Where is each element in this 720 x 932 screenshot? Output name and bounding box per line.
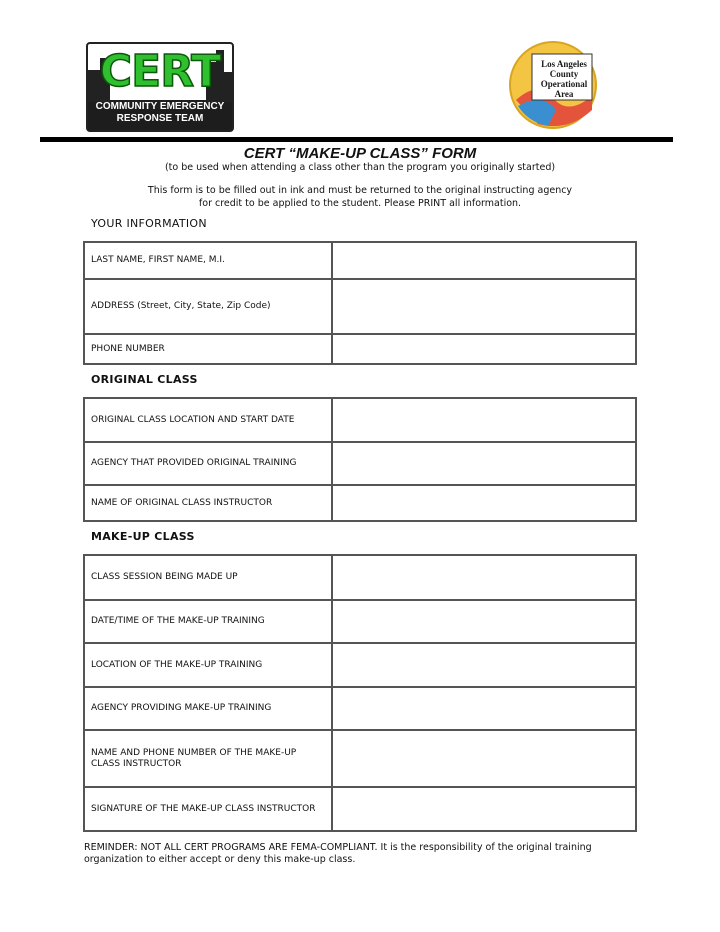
instruction-line: This form is to be filled out in ink and must be returned to the original instructing agency: [147, 185, 573, 196]
original-class-table: [83, 397, 637, 522]
form-row: [84, 334, 636, 364]
form-instructions: [0, 184, 720, 210]
form-row: [84, 600, 636, 643]
cert-logo-wordmark: CERT: [99, 46, 221, 97]
field-label: DATE/TIME OF THE MAKE-UP TRAINING: [84, 600, 332, 643]
seal-line: Los Angeles: [541, 59, 587, 69]
instructor-signature-field[interactable]: [332, 787, 636, 831]
seal-line: Operational: [540, 79, 588, 89]
form-row: [84, 787, 636, 831]
field-label: PHONE NUMBER: [84, 334, 332, 364]
seal-text: [536, 59, 592, 99]
original-instructor-field[interactable]: [332, 485, 636, 521]
address-field[interactable]: [332, 279, 636, 334]
field-label: ADDRESS (Street, City, State, Zip Code): [84, 279, 332, 334]
field-label: NAME AND PHONE NUMBER OF THE MAKE-UP CLASS INSTRUCTOR: [84, 730, 332, 787]
form-row: [84, 643, 636, 687]
makeup-agency-field[interactable]: [332, 687, 636, 730]
section-your-information-heading: YOUR INFORMATION: [91, 217, 207, 230]
session-made-up-field[interactable]: [332, 555, 636, 600]
makeup-location-field[interactable]: [332, 643, 636, 687]
field-label: NAME OF ORIGINAL CLASS INSTRUCTOR: [84, 485, 332, 521]
field-label: AGENCY PROVIDING MAKE-UP TRAINING: [84, 687, 332, 730]
make-up-class-table: [83, 554, 637, 832]
form-title: CERT “MAKE-UP CLASS” FORM: [243, 145, 477, 162]
field-label: ORIGINAL CLASS LOCATION AND START DATE: [84, 398, 332, 442]
cert-logo-line2: RESPONSE TEAM: [116, 113, 204, 124]
makeup-datetime-field[interactable]: [332, 600, 636, 643]
cert-logo-line1: COMMUNITY EMERGENCY: [95, 101, 225, 112]
instruction-line: for credit to be applied to the student. Please PRINT all information.: [198, 198, 522, 209]
form-row: [84, 555, 636, 600]
field-label: LOCATION OF THE MAKE-UP TRAINING: [84, 643, 332, 687]
la-county-seal: [508, 40, 598, 130]
phone-field[interactable]: [332, 334, 636, 364]
field-label: AGENCY THAT PROVIDED ORIGINAL TRAINING: [84, 442, 332, 485]
section-make-up-class-heading: MAKE-UP CLASS: [91, 530, 195, 543]
your-information-table: [83, 241, 637, 365]
original-agency-field[interactable]: [332, 442, 636, 485]
form-row: [84, 687, 636, 730]
cert-logo: [86, 42, 234, 132]
form-row: [84, 730, 636, 787]
form-row: [84, 442, 636, 485]
form-subtitle: (to be used when attending a class other than the program you originally started): [164, 162, 556, 173]
form-row: [84, 279, 636, 334]
makeup-instructor-field[interactable]: [332, 730, 636, 787]
header-divider: [40, 137, 673, 142]
seal-line: County: [549, 69, 579, 79]
field-label: LAST NAME, FIRST NAME, M.I.: [84, 242, 332, 279]
form-row: [84, 485, 636, 521]
seal-line: Area: [554, 89, 574, 99]
cert-logo-subtitle: [88, 101, 232, 125]
section-original-class-heading: ORIGINAL CLASS: [91, 373, 198, 386]
reminder-note: REMINDER: NOT ALL CERT PROGRAMS ARE FEMA-COMPLIANT. It is the responsibility of the original training organization to either accept or deny this make-up class.: [84, 842, 592, 865]
form-row: [84, 242, 636, 279]
field-label: CLASS SESSION BEING MADE UP: [84, 555, 332, 600]
original-location-date-field[interactable]: [332, 398, 636, 442]
form-row: [84, 398, 636, 442]
name-field[interactable]: [332, 242, 636, 279]
field-label: SIGNATURE OF THE MAKE-UP CLASS INSTRUCTOR: [84, 787, 332, 831]
